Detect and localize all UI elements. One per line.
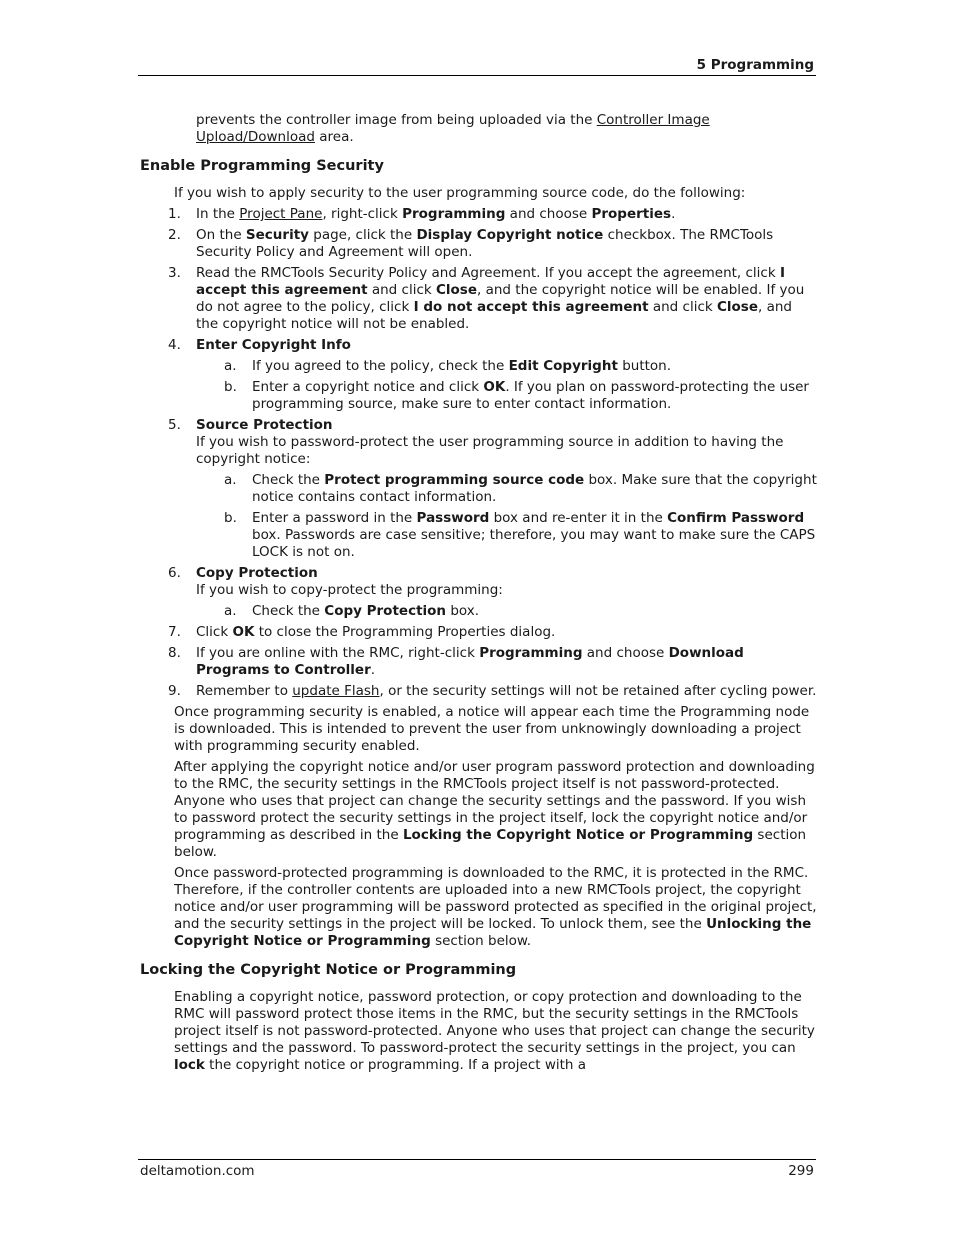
step-text bbox=[196, 265, 818, 333]
step-6 bbox=[138, 565, 818, 599]
text-run: box. Make sure that the copyright notice contains contact information. bbox=[252, 472, 817, 505]
text-run: After applying the copyright notice and/or user program password protection and downloading to the RMC, the security settings in the RMCTools project itself is not password-protected. Anyone who uses that project can change the security settings and the password. If you wish to password protect the security settings in the project itself, lock the copyright notice and/or programming as described in the bbox=[174, 759, 815, 843]
text-run: Once password-protected programming is downloaded to the RMC, it is protected in the RMC. Therefore, if the controller contents are uploaded into a new RMCTools project, the copyright notice and/or user programming will be password protected as specified in the original project, and the security settings in the project will be locked. To unlock them, see the bbox=[174, 865, 817, 932]
bold-run: Confirm Password bbox=[667, 510, 805, 526]
step-number: 1. bbox=[168, 206, 181, 222]
intro-paragraph: If you wish to apply security to the user programming source code, do the following: bbox=[174, 185, 746, 201]
text-run: Check the bbox=[252, 472, 325, 488]
text-run: If you are online with the RMC, right-click bbox=[196, 645, 480, 661]
step-7 bbox=[138, 624, 818, 641]
bold-run: Enter Copyright Info bbox=[196, 337, 351, 353]
text-run: In the bbox=[196, 206, 240, 222]
bold-run: Display Copyright notice bbox=[416, 227, 604, 243]
step-5a bbox=[138, 472, 818, 506]
paragraph-once-downloaded bbox=[174, 865, 818, 950]
substep-text bbox=[252, 358, 818, 375]
step-number: 6. bbox=[168, 565, 181, 581]
bold-run: Download Programs to Controller bbox=[196, 645, 744, 678]
bold-run: Programming bbox=[479, 645, 583, 661]
text-run: . bbox=[370, 662, 376, 678]
text-run: Read the RMCTools Security Policy and Agreement. If you accept the agreement, click bbox=[196, 265, 780, 281]
text-run: prevents the controller image from being uploaded via the bbox=[196, 112, 597, 128]
text-run: and choose bbox=[582, 645, 669, 661]
text-run: button. bbox=[617, 358, 672, 374]
text-run: section below. bbox=[430, 933, 531, 949]
header-section-title: 5 Programming bbox=[696, 57, 814, 73]
text-run: area. bbox=[314, 129, 354, 145]
bold-run: Edit Copyright bbox=[508, 358, 618, 374]
text-run: page, click the bbox=[308, 227, 417, 243]
bold-run: Programming bbox=[402, 206, 506, 222]
step-number: 2. bbox=[168, 227, 181, 243]
text-run: and click bbox=[648, 299, 717, 315]
substep-letter: a. bbox=[224, 472, 237, 488]
text-run: If you wish to copy-protect the programming: bbox=[196, 582, 503, 598]
paragraph-after-applying bbox=[174, 759, 818, 861]
text-run: checkbox. The RMCTools Security Policy and Agreement will open. bbox=[196, 227, 774, 260]
step-1 bbox=[138, 206, 818, 223]
step-text bbox=[196, 206, 818, 223]
text-run: If you agreed to the policy, check the bbox=[252, 358, 509, 374]
text-run: , right-click bbox=[322, 206, 403, 222]
step-5b bbox=[138, 510, 818, 561]
bold-run: Properties bbox=[591, 206, 672, 222]
text-run: , and the copyright notice will be enabled. If you do not agree to the policy, click bbox=[196, 282, 805, 315]
text-run: Remember to bbox=[196, 683, 293, 699]
text-run: Enter a password in the bbox=[252, 510, 417, 526]
page-number: 299 bbox=[788, 1163, 814, 1179]
step-8 bbox=[138, 645, 818, 679]
step-number: 9. bbox=[168, 683, 181, 699]
top-paragraph bbox=[196, 112, 818, 146]
text-run: Check the bbox=[252, 603, 325, 619]
text-run: box and re-enter it in the bbox=[489, 510, 668, 526]
footer-rule bbox=[138, 1159, 816, 1160]
step-4b bbox=[138, 379, 818, 413]
link-project-pane[interactable]: Project Pane bbox=[239, 206, 323, 222]
bold-run: Password bbox=[416, 510, 490, 526]
substep-text bbox=[252, 603, 818, 620]
page-content bbox=[138, 112, 818, 1078]
text-run: Enter a copyright notice and click bbox=[252, 379, 484, 395]
link-update-flash[interactable]: update Flash bbox=[292, 683, 380, 699]
substep-text bbox=[252, 472, 818, 506]
bold-run: Close bbox=[716, 299, 758, 315]
text-run: , or the security settings will not be retained after cycling power. bbox=[379, 683, 817, 699]
bold-run: I accept this agreement bbox=[196, 265, 785, 298]
step-number: 4. bbox=[168, 337, 181, 353]
bold-run: I do not accept this agreement bbox=[413, 299, 649, 315]
step-9 bbox=[138, 683, 818, 700]
header-rule bbox=[138, 75, 816, 76]
bold-run: lock bbox=[174, 1057, 205, 1073]
bold-run: Close bbox=[435, 282, 477, 298]
substep-letter: b. bbox=[224, 510, 237, 526]
paragraph-enabling-copyright bbox=[174, 989, 818, 1074]
text-run: box. Passwords are case sensitive; therefore, you may want to make sure the CAPS LOCK is not on. bbox=[252, 527, 816, 560]
bold-run: Copy Protection bbox=[324, 603, 447, 619]
step-2 bbox=[138, 227, 818, 261]
step-3 bbox=[138, 265, 818, 333]
step-number: 8. bbox=[168, 645, 181, 661]
step-4 bbox=[138, 337, 818, 354]
step-4a bbox=[138, 358, 818, 375]
link-controller-image-upload-download[interactable]: Controller Image Upload/Download bbox=[196, 112, 710, 145]
text-run: the copyright notice or programming. If a project with a bbox=[204, 1057, 587, 1073]
bold-run: OK bbox=[232, 624, 255, 640]
bold-run: Security bbox=[245, 227, 309, 243]
step-number: 5. bbox=[168, 417, 181, 433]
text-run: Click bbox=[196, 624, 233, 640]
substep-text bbox=[252, 510, 818, 561]
step-6a bbox=[138, 603, 818, 620]
substep-letter: b. bbox=[224, 379, 237, 395]
step-text bbox=[196, 417, 818, 468]
text-run: section below. bbox=[174, 827, 807, 860]
text-run: to close the Programming Properties dialog. bbox=[254, 624, 556, 640]
step-text bbox=[196, 227, 818, 261]
text-run: Enabling a copyright notice, password protection, or copy protection and downloading to the RMC will password protect those items in the RMC, but the security settings in the RMCTools project itself is not password-protected. Anyone who uses that project can change the security settings and the password. To password-protect the security settings in the project, you can bbox=[174, 989, 815, 1056]
text-run: . If you plan on password-protecting the user programming source, make sure to enter contact information. bbox=[252, 379, 809, 412]
footer-site: deltamotion.com bbox=[140, 1163, 255, 1179]
text-run: On the bbox=[196, 227, 246, 243]
step-title bbox=[196, 337, 818, 354]
step-text bbox=[196, 645, 818, 679]
text-run: . bbox=[671, 206, 676, 222]
step-number: 3. bbox=[168, 265, 181, 281]
step-text bbox=[196, 683, 818, 700]
bold-run: Copy Protection bbox=[196, 565, 318, 581]
bold-run: OK bbox=[483, 379, 506, 395]
substep-letter: a. bbox=[224, 358, 237, 374]
bold-run: Protect programming source code bbox=[324, 472, 585, 488]
text-run: box. bbox=[446, 603, 480, 619]
text-run: and click bbox=[367, 282, 436, 298]
step-text bbox=[196, 565, 818, 599]
step-number: 7. bbox=[168, 624, 181, 640]
heading-locking-copyright: Locking the Copyright Notice or Programming bbox=[140, 962, 517, 978]
bold-run: Source Protection bbox=[196, 417, 333, 433]
step-text bbox=[196, 624, 818, 641]
substep-text bbox=[252, 379, 818, 413]
bold-run: Locking the Copyright Notice or Programming bbox=[402, 827, 754, 843]
text-run: and choose bbox=[505, 206, 592, 222]
text-run: If you wish to password-protect the user programming source in addition to having the copyright notice: bbox=[196, 434, 784, 467]
heading-enable-programming-security: Enable Programming Security bbox=[140, 158, 384, 174]
substep-letter: a. bbox=[224, 603, 237, 619]
bold-run: Unlocking the Copyright Notice or Programming bbox=[174, 916, 812, 949]
paragraph-security-notice: Once programming security is enabled, a notice will appear each time the Programming node is downloaded. This is intended to prevent the user from unknowingly downloading a project with programming security enabled. bbox=[174, 704, 810, 754]
text-run: , and the copyright notice will not be enabled. bbox=[196, 299, 792, 332]
step-5 bbox=[138, 417, 818, 468]
